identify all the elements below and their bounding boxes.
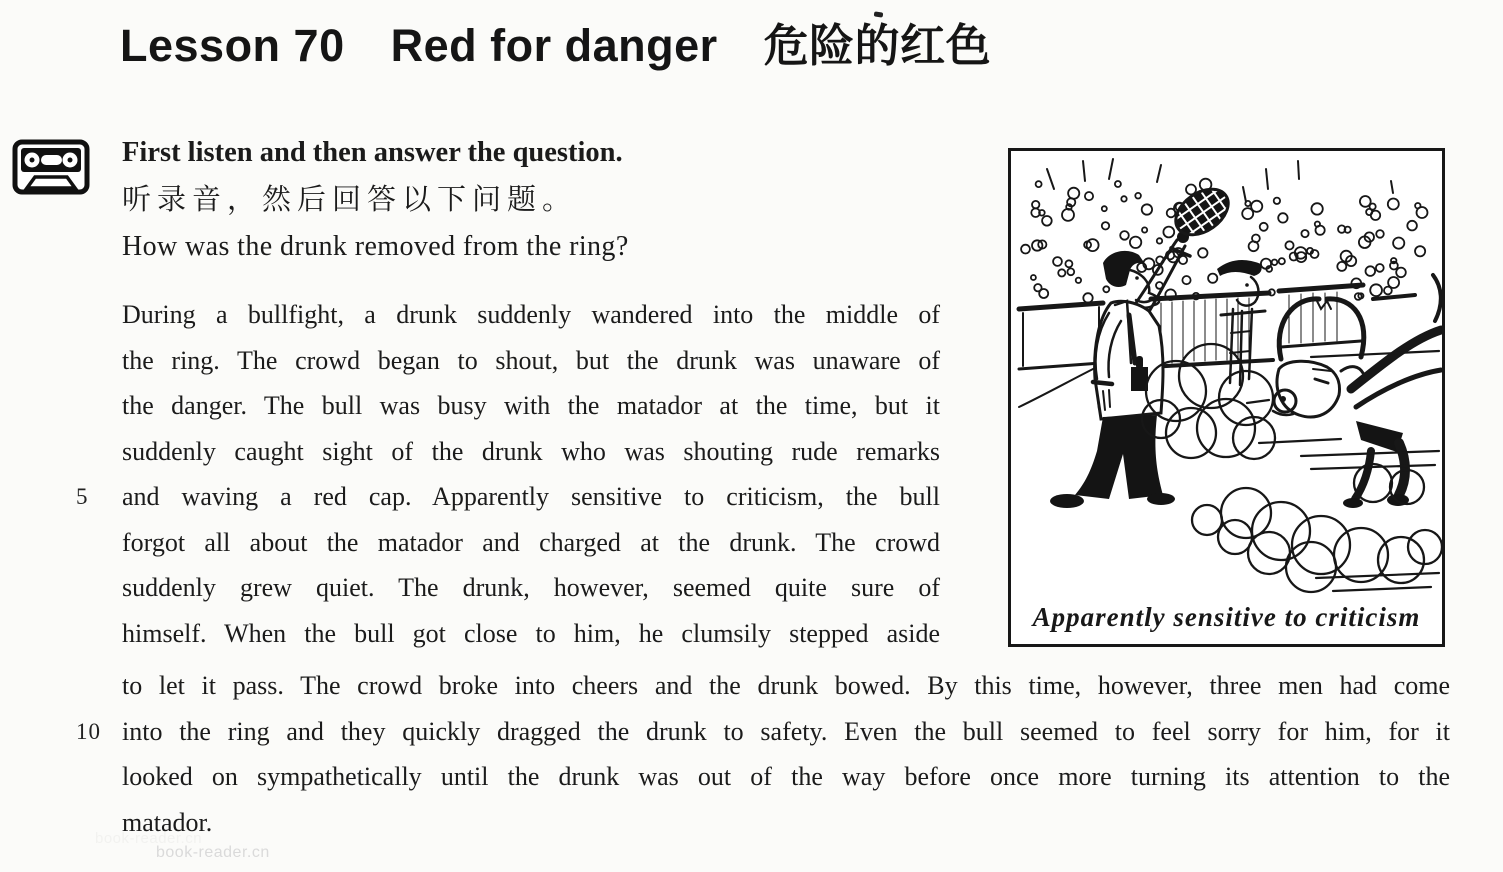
passage-line-text: suddenly caught sight of the drunk who was shouting rude remarks [122, 436, 940, 466]
lesson-name: Red for danger [390, 20, 718, 71]
bullfight-illustration [1011, 151, 1442, 644]
cassette-tape-icon [12, 139, 90, 200]
passage-line [122, 565, 940, 611]
passage-line [76, 709, 1450, 755]
page-title [120, 18, 991, 74]
passage-line-text: himself. When the bull got close to him, he clumsily stepped aside [122, 618, 940, 648]
passage-line-text: the danger. The bull was busy with the matador at the time, but it [122, 391, 940, 420]
passage-line-text: suddenly grew quiet. The drunk, however, seemed quite sure of [122, 573, 940, 602]
passage-line [122, 663, 1450, 709]
passage-line-text: looked on sympathetically until the drunk was out of the way before once more turning its attention to the [122, 762, 1450, 791]
passage-wide-column [76, 663, 1450, 845]
passage-line [122, 800, 1450, 846]
line-number: 10 [76, 718, 101, 744]
passage-line-text: into the ring and they quickly dragged the drunk to safety. Even the bull seemed to feel sorry for him, for it [122, 716, 1450, 746]
figure-caption: Apparently sensitive to criticism [1032, 602, 1421, 632]
passage-line [122, 611, 940, 657]
passage-line-text: matador. [122, 807, 213, 837]
line-number: 5 [76, 484, 89, 509]
passage-line-text: forgot all about the matador and charged at the drunk. The crowd [122, 527, 940, 557]
print-artifact-mark [874, 11, 884, 17]
watermark: book-reader.cn [156, 844, 270, 861]
passage-line-text: to let it pass. The crowd broke into cheers and the drunk bowed. By this time, however, three men had come [122, 671, 1450, 700]
illustration-frame [1008, 148, 1445, 647]
lesson-name-chinese: 危险的红色 [763, 20, 992, 71]
watermark-faint: book-reader.cn [95, 830, 203, 847]
lesson-number: Lesson 70 [120, 20, 345, 71]
passage-line [122, 520, 940, 566]
passage-line-text: the ring. The crowd began to shout, but the drunk was unaware of [122, 345, 940, 375]
passage-line [76, 474, 940, 520]
passage-line [122, 338, 940, 384]
passage-narrow-column [76, 292, 940, 656]
listen-instruction-chinese: 听录音，然后回答以下问题。 [122, 184, 578, 216]
passage-line [122, 383, 940, 429]
passage-line [122, 292, 940, 338]
comprehension-question: How was the drunk removed from the ring? [122, 231, 629, 262]
passage-line [122, 754, 1450, 800]
passage-line-text: and waving a red cap. Apparently sensitive to criticism, the bull [122, 482, 940, 511]
passage-line-text: During a bullfight, a drunk suddenly wandered into the middle of [122, 300, 940, 329]
passage-line [122, 429, 940, 475]
listen-instruction: First listen and then answer the question. [122, 137, 623, 168]
